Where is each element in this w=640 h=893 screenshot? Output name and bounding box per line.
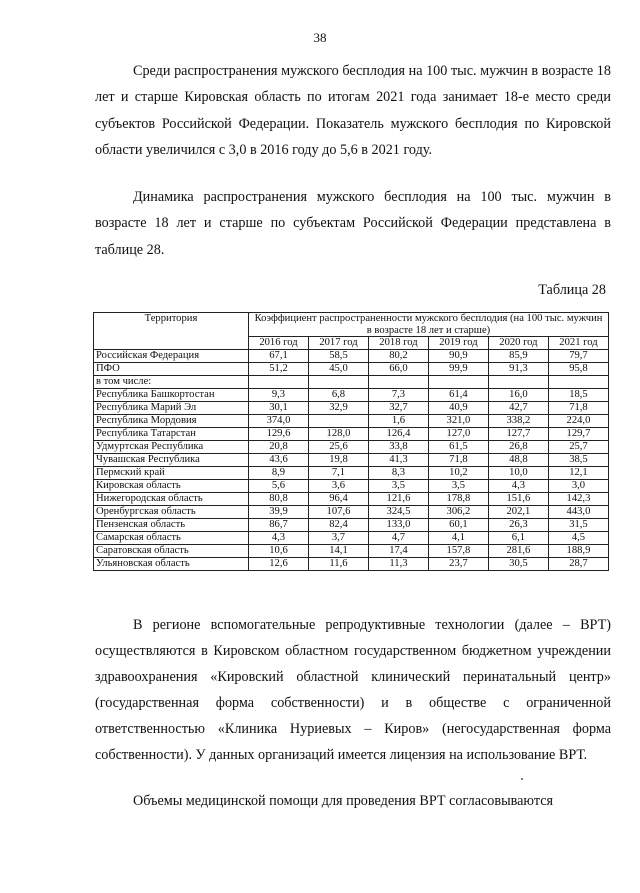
table-cell-value: 8,9 (249, 467, 309, 480)
table-cell-value: 129,6 (249, 428, 309, 441)
table-cell-value: 7,1 (308, 467, 368, 480)
table-cell-value: 157,8 (428, 545, 488, 558)
paragraph-dynamics-intro: Динамика распространения мужского бесплодия на 100 тыс. мужчин в возрасте 18 лет и старше по субъектам Российской Федерации представлена в таблице 28. (95, 189, 611, 258)
table-row (94, 493, 609, 506)
table-cell-value: 6,8 (308, 389, 368, 402)
territory-name: в том числе: (94, 376, 249, 389)
table-cell-value: 178,8 (428, 493, 488, 506)
table-cell-value: 71,8 (428, 454, 488, 467)
territory-name: Пензенская область (94, 519, 249, 532)
table-row (94, 454, 609, 467)
table-cell-value: 8,3 (368, 467, 428, 480)
header-year: 2020 год (488, 337, 548, 350)
table-cell-value: 7,3 (368, 389, 428, 402)
header-year: 2017 год (308, 337, 368, 350)
territory-name: Российская Федерация (94, 350, 249, 363)
table-cell-value: 128,0 (308, 428, 368, 441)
table-cell-value: 41,3 (368, 454, 428, 467)
table-row (94, 402, 609, 415)
table-cell-value: 67,1 (249, 350, 309, 363)
table-cell-value: 19,8 (308, 454, 368, 467)
table-cell-value: 32,9 (308, 402, 368, 415)
table-cell-value: 43,6 (249, 454, 309, 467)
territory-name: ПФО (94, 363, 249, 376)
table-cell-value: 95,8 (548, 363, 608, 376)
table-cell-value: 3,7 (308, 532, 368, 545)
header-coefficient: Коэффициент распространенности мужского бесплодия (на 100 тыс. мужчин в возрасте 18 лет и старше) (249, 313, 609, 337)
table-cell-value: 25,6 (308, 441, 368, 454)
table-cell-value: 127,0 (428, 428, 488, 441)
table-cell-value: 48,8 (488, 454, 548, 467)
territory-name: Удмуртская Республика (94, 441, 249, 454)
table-cell-value: 82,4 (308, 519, 368, 532)
paragraph-art-providers: В регионе вспомогательные репродуктивные технологии (далее – ВРТ) осуществляются в Кировском областном государственном бюджетном учреждении здравоохранения «Кировский областной клинический перинатальный центр» (государственная форма собственности) и в обществе с ограниченной ответственностью «Клиника Нуриевых – Киров» (негосударственная форма собственности). У данных организаций имеется лицензия на использование ВРТ. (95, 617, 611, 763)
territory-name: Нижегородская область (94, 493, 249, 506)
table-cell-value: 10,0 (488, 467, 548, 480)
territory-name: Республика Мордовия (94, 415, 249, 428)
header-year: 2018 год (368, 337, 428, 350)
table-cell-value: 26,3 (488, 519, 548, 532)
table-row (94, 519, 609, 532)
table-body (94, 350, 609, 571)
table-cell-value: 91,3 (488, 363, 548, 376)
table-cell-value: 23,7 (428, 558, 488, 571)
table-cell-value (488, 376, 548, 389)
territory-name: Пермский край (94, 467, 249, 480)
table-row (94, 558, 609, 571)
territory-name: Республика Марий Эл (94, 402, 249, 415)
table-cell-value: 3,0 (548, 480, 608, 493)
table-cell-value: 61,4 (428, 389, 488, 402)
territory-name: Республика Татарстан (94, 428, 249, 441)
table-cell-value: 324,5 (368, 506, 428, 519)
table-cell-value: 80,8 (249, 493, 309, 506)
territory-name: Кировская область (94, 480, 249, 493)
table-cell-value: 10,6 (249, 545, 309, 558)
table-cell-value: 99,9 (428, 363, 488, 376)
table-cell-value: 121,6 (368, 493, 428, 506)
table-cell-value: 26,8 (488, 441, 548, 454)
header-territory: Территория (94, 313, 249, 350)
table-cell-value: 30,1 (249, 402, 309, 415)
territory-name: Самарская область (94, 532, 249, 545)
table-cell-value: 4,3 (249, 532, 309, 545)
table-row (94, 363, 609, 376)
table-cell-value: 30,5 (488, 558, 548, 571)
table-cell-value: 80,2 (368, 350, 428, 363)
header-year: 2021 год (548, 337, 608, 350)
territory-name: Чувашская Республика (94, 454, 249, 467)
table-cell-value: 443,0 (548, 506, 608, 519)
table-cell-value: 45,0 (308, 363, 368, 376)
table-cell-value: 6,1 (488, 532, 548, 545)
table-cell-value: 142,3 (548, 493, 608, 506)
table-cell-value: 151,6 (488, 493, 548, 506)
table-cell-value: 90,9 (428, 350, 488, 363)
table-cell-value: 1,6 (368, 415, 428, 428)
table-row (94, 428, 609, 441)
table-cell-value: 18,5 (548, 389, 608, 402)
territory-name: Оренбургская область (94, 506, 249, 519)
table-cell-value: 224,0 (548, 415, 608, 428)
table-cell-value: 32,7 (368, 402, 428, 415)
table-row (94, 350, 609, 363)
table-cell-value: 127,7 (488, 428, 548, 441)
table-cell-value (308, 415, 368, 428)
table-cell-value: 107,6 (308, 506, 368, 519)
table-row (94, 467, 609, 480)
table-row (94, 389, 609, 402)
table-cell-value (428, 376, 488, 389)
table-cell-value: 3,5 (428, 480, 488, 493)
table-cell-value: 96,4 (308, 493, 368, 506)
table-row (94, 545, 609, 558)
table-cell-value (368, 376, 428, 389)
table-cell-value (308, 376, 368, 389)
table-row (94, 506, 609, 519)
table-cell-value (249, 376, 309, 389)
table-cell-value: 11,3 (368, 558, 428, 571)
table-cell-value: 126,4 (368, 428, 428, 441)
table-cell-value: 202,1 (488, 506, 548, 519)
header-year: 2019 год (428, 337, 488, 350)
table-cell-value: 14,1 (308, 545, 368, 558)
table-cell-value: 16,0 (488, 389, 548, 402)
table-row (94, 415, 609, 428)
table-cell-value: 17,4 (368, 545, 428, 558)
table-cell-value: 3,5 (368, 480, 428, 493)
territory-name: Саратовская область (94, 545, 249, 558)
table-cell-value: 11,6 (308, 558, 368, 571)
paragraph-male-infertility-ranking: Среди распространения мужского бесплодия на 100 тыс. мужчин в возрасте 18 лет и старше Кировская область по итогам 2021 года занимает 18-е место среди субъектов Российской Федерации. Показатель мужского бесплодия по Кировской области увеличился с 3,0 в 2016 году до 5,6 в 2021 году. (95, 63, 611, 159)
table-cell-value: 4,7 (368, 532, 428, 545)
table-caption: Таблица 28 (538, 282, 606, 298)
table-cell-value: 28,7 (548, 558, 608, 571)
table-row (94, 532, 609, 545)
table-row (94, 480, 609, 493)
table-cell-value: 306,2 (428, 506, 488, 519)
table-cell-value: 61,5 (428, 441, 488, 454)
table-cell-value: 39,9 (249, 506, 309, 519)
page-number: 38 (313, 30, 327, 45)
table-cell-value: 25,7 (548, 441, 608, 454)
table-cell-value: 374,0 (249, 415, 309, 428)
table-cell-value: 129,7 (548, 428, 608, 441)
territory-name: Ульяновская область (94, 558, 249, 571)
table-cell-value: 9,3 (249, 389, 309, 402)
table-cell-value: 4,1 (428, 532, 488, 545)
infertility-table (93, 312, 609, 571)
territory-name: Республика Башкортостан (94, 389, 249, 402)
table-cell-value: 5,6 (249, 480, 309, 493)
table-cell-value: 79,7 (548, 350, 608, 363)
table-cell-value: 12,6 (249, 558, 309, 571)
table-cell-value: 51,2 (249, 363, 309, 376)
table-cell-value: 3,6 (308, 480, 368, 493)
table-cell-value: 38,5 (548, 454, 608, 467)
table-cell-value: 10,2 (428, 467, 488, 480)
paragraph-art-volumes: Объемы медицинской помощи для проведения ВРТ согласовываются (133, 793, 554, 809)
table-cell-value: 20,8 (249, 441, 309, 454)
table-cell-value: 12,1 (548, 467, 608, 480)
table-cell-value: 71,8 (548, 402, 608, 415)
table-cell-value: 60,1 (428, 519, 488, 532)
table-cell-value: 40,9 (428, 402, 488, 415)
table-cell-value: 281,6 (488, 545, 548, 558)
table-cell-value: 42,7 (488, 402, 548, 415)
table-cell-value: 85,9 (488, 350, 548, 363)
table-cell-value: 321,0 (428, 415, 488, 428)
header-year: 2016 год (249, 337, 309, 350)
table-cell-value: 58,5 (308, 350, 368, 363)
table-cell-value: 188,9 (548, 545, 608, 558)
table-header-row (94, 313, 609, 337)
table-cell-value: 133,0 (368, 519, 428, 532)
table-cell-value: 4,5 (548, 532, 608, 545)
table-row (94, 441, 609, 454)
table-cell-value (548, 376, 608, 389)
table-cell-value: 86,7 (249, 519, 309, 532)
table-cell-value: 4,3 (488, 480, 548, 493)
table-cell-value: 31,5 (548, 519, 608, 532)
stray-dot (521, 778, 523, 780)
table-cell-value: 66,0 (368, 363, 428, 376)
table-row (94, 376, 609, 389)
table-cell-value: 33,8 (368, 441, 428, 454)
table-cell-value: 338,2 (488, 415, 548, 428)
